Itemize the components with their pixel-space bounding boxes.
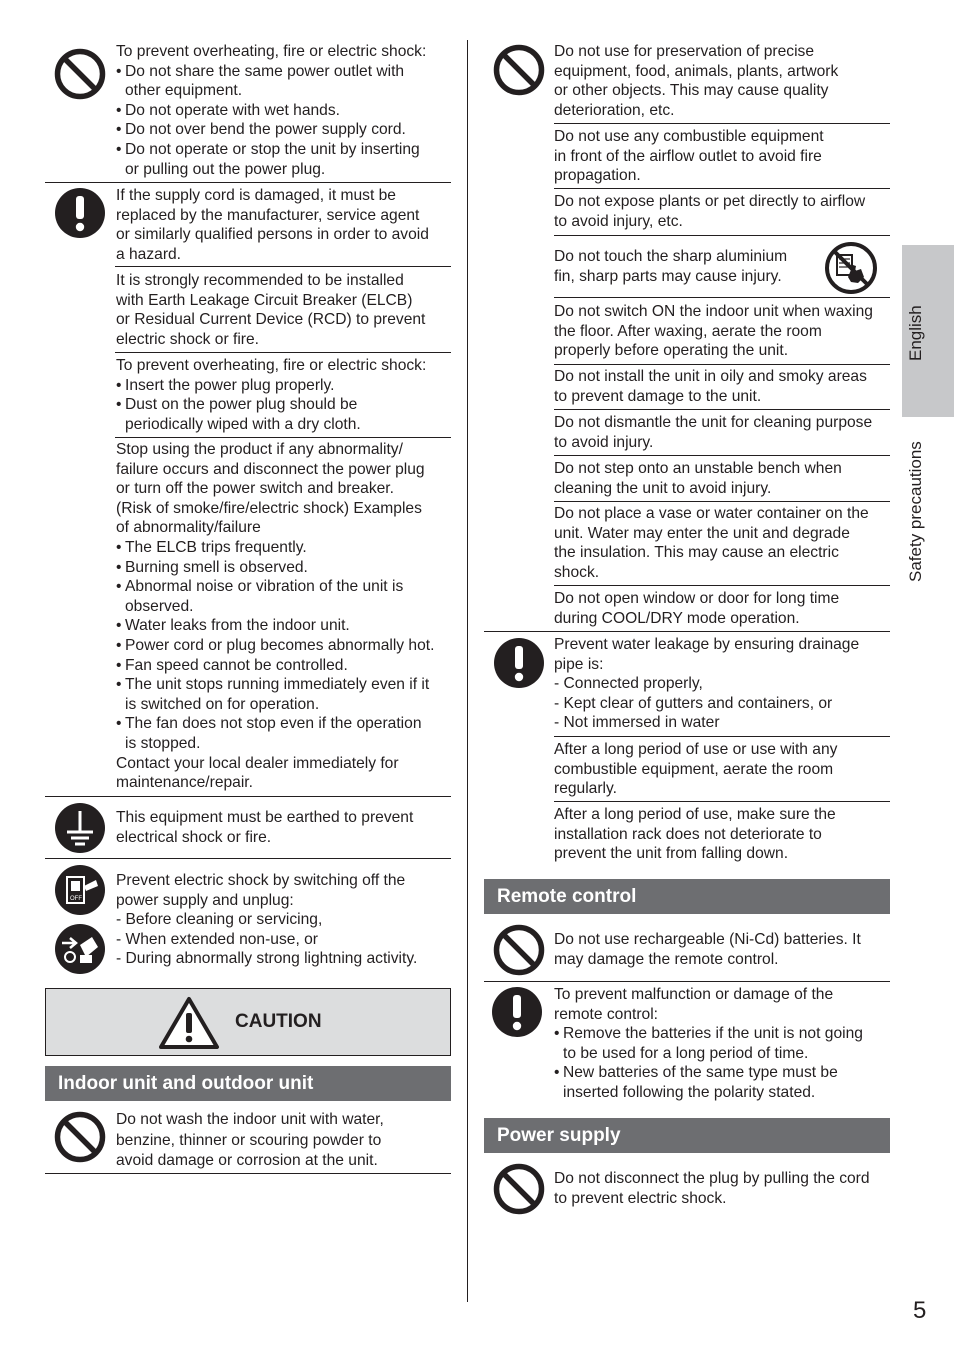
- text-block: Do not dismantle the unit for cleaning purpose to avoid injury.: [554, 414, 873, 451]
- text-block: Do not use rechargeable (Ni-Cd) batteries. It may damage the remote control.: [554, 931, 861, 968]
- mandatory-action-icon: [54, 187, 106, 239]
- svg-text:OFF: OFF: [70, 896, 82, 902]
- text-block: Do not place a vase or water container on the unit. Water may enter the unit and degrade the insulation. This may cause an electric shock.: [554, 505, 869, 581]
- divider: [554, 455, 890, 456]
- text-block: Do not touch the sharp aluminium fin, sharp parts may cause injury.: [554, 248, 788, 285]
- column-separator: [467, 40, 468, 1302]
- divider: [115, 266, 451, 267]
- divider: [115, 352, 451, 353]
- divider: [554, 188, 890, 189]
- divider: [554, 364, 890, 365]
- mandatory-action-icon: [493, 637, 545, 689]
- switch-off-icon: [54, 864, 106, 916]
- divider: [115, 437, 451, 438]
- text-block: Do not open window or door for long time during COOL/DRY mode operation.: [554, 590, 840, 627]
- text-block: Do not wash the indoor unit with water, benzine, thinner or scouring powder to avoid damage or corrosion at the unit.: [116, 1111, 384, 1169]
- prohibition-icon: [493, 924, 545, 976]
- divider: [554, 297, 890, 298]
- divider: [484, 981, 890, 982]
- text-block: Do not disconnect the plug by pulling the cord to prevent electric shock.: [554, 1170, 870, 1207]
- divider: [45, 182, 451, 183]
- caution-label: CAUTION: [235, 1011, 322, 1032]
- page-number: 5: [913, 1297, 927, 1324]
- prohibition-icon: [54, 1111, 106, 1163]
- divider: [45, 796, 451, 797]
- section-header-indoor: Indoor unit and outdoor unit: [45, 1066, 451, 1101]
- text-block: Do not expose plants or pet directly to airflow to avoid injury, etc.: [554, 193, 866, 230]
- no-touch-hand-icon: [824, 241, 878, 295]
- warning-triangle-icon: [158, 996, 220, 1050]
- section-header-remote: Remote control: [484, 879, 890, 914]
- text-block: After a long period of use, make sure the installation rack does not deteriorate to prevent the unit from falling down.: [554, 806, 836, 863]
- divider: [554, 235, 890, 236]
- divider: [554, 501, 890, 502]
- prohibition-icon: [493, 1163, 545, 1215]
- text-block: This equipment must be earthed to prevent electrical shock or fire.: [116, 809, 414, 846]
- caution-banner: [45, 988, 451, 1056]
- mandatory-action-icon: [491, 986, 543, 1038]
- divider: [554, 123, 890, 124]
- text-block: To prevent overheating, fire or electric shock: • Insert the power plug properly. • Dust on the power plug should be periodically wiped with a dry cloth.: [116, 356, 426, 434]
- divider: [45, 858, 451, 859]
- text-block: Do not install the unit in oily and smoky areas to prevent damage to the unit.: [554, 368, 867, 405]
- earth-ground-icon: [54, 802, 106, 854]
- text-block: Do not use for preservation of precise equipment, food, animals, plants, artwork or other objects. This may cause quality deterioration, etc.: [554, 43, 839, 119]
- divider: [45, 1173, 451, 1174]
- prohibition-icon: [493, 44, 545, 96]
- language-label: English: [906, 305, 925, 361]
- text-block: Do not use any combustible equipment in front of the airflow outlet to avoid fire propagation.: [554, 128, 824, 185]
- section-label: Safety precautions: [906, 441, 925, 582]
- unplug-icon: [54, 923, 106, 975]
- text-block: Prevent electric shock by switching off the power supply and unplug: - Before cleaning or servicing, - When extended non-use, or - During abnormally strong lightning activity.: [116, 872, 418, 968]
- text-block: After a long period of use or use with any combustible equipment, aerate the room regularly.: [554, 741, 838, 798]
- text-block: If the supply cord is damaged, it must be replaced by the manufacturer, service agent or similarly qualified persons in order to avoid a hazard.: [116, 187, 429, 263]
- divider: [554, 736, 890, 737]
- prohibition-icon: [54, 48, 106, 100]
- text-block: Stop using the product if any abnormality/ failure occurs and disconnect the power plug or turn off the power switch and breaker. (Risk of smoke/fire/electric shock) Examples of abnormality/failure • The ELCB trips frequently. • Burning smell is observed. • Abnormal noise or vibration of the unit is observed. • Water leaks from the indoor unit. • Power cord or plug becomes abnormally hot. • Fan speed cannot be controlled. • The unit stops running immediately even if it is switched on for operation. • The fan does not stop even if the operation is stopped. Contact your local dealer immediately for maintenance/repair.: [116, 440, 434, 793]
- text-block: It is strongly recommended to be installed with Earth Leakage Circuit Breaker (ELCB) or Residual Current Device (RCD) to prevent electric shock or fire.: [116, 272, 426, 348]
- divider: [554, 409, 890, 410]
- text-block: Do not switch ON the indoor unit when waxing the floor. After waxing, aerate the room properly before operating the unit.: [554, 303, 873, 360]
- divider: [554, 801, 890, 802]
- text-block: To prevent overheating, fire or electric shock: • Do not share the same power outlet with other equipment. • Do not operate with wet hands. • Do not over bend the power supply cord. • Do not operate or stop the unit by inserting or pulling out the power plug.: [116, 42, 426, 179]
- divider: [484, 631, 890, 632]
- divider: [554, 585, 890, 586]
- section-header-power: Power supply: [484, 1118, 890, 1153]
- text-block: Prevent water leakage by ensuring drainage pipe is: - Connected properly, - Kept clear of gutters and containers, or - Not immersed in water: [554, 636, 860, 732]
- text-block: Do not step onto an unstable bench when cleaning the unit to avoid injury.: [554, 460, 842, 497]
- text-block: To prevent malfunction or damage of the remote control: • Remove the batteries if the unit is not going to be used for a long period of time. • New batteries of the same type must be inserted following the polarity stated.: [554, 985, 863, 1103]
